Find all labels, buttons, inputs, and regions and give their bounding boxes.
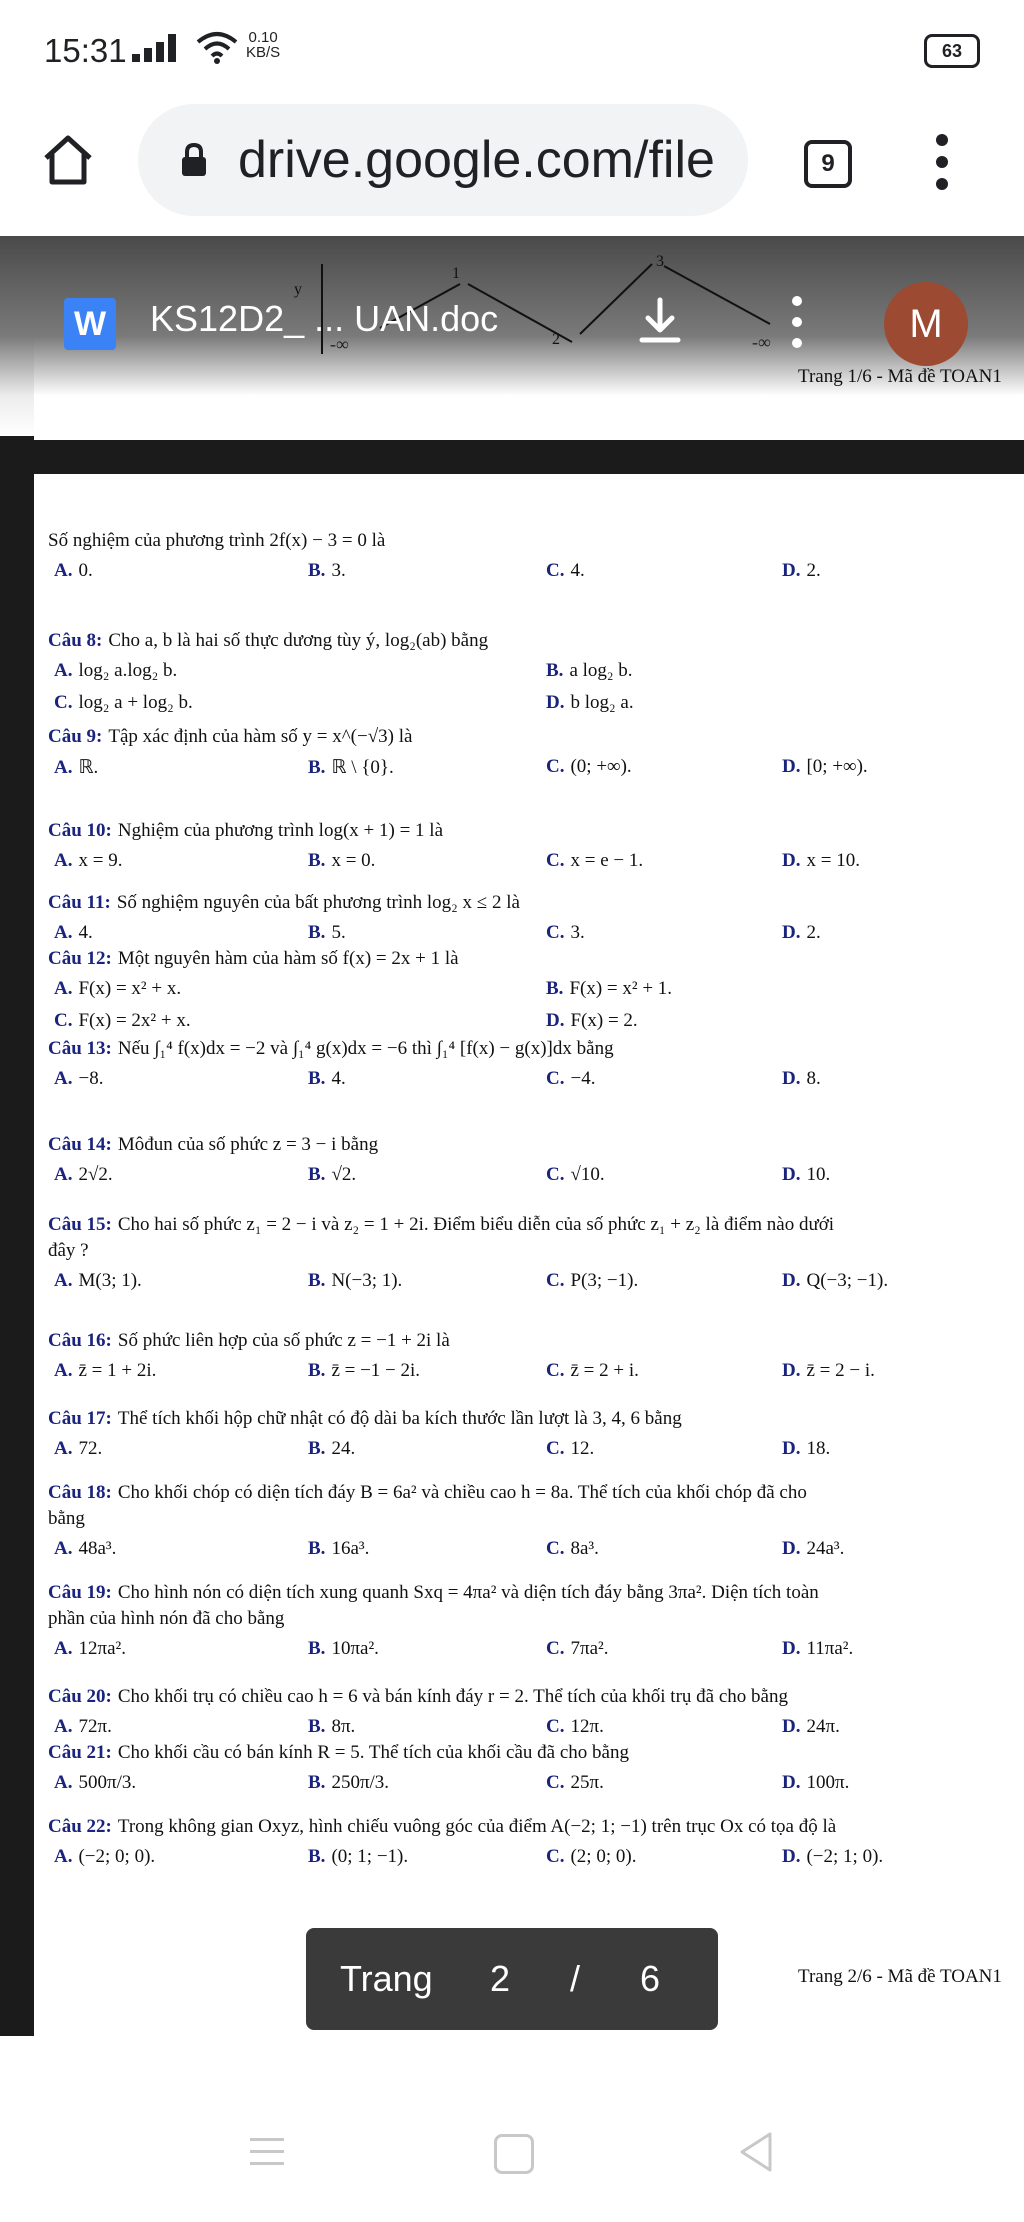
answer-option: C. 8a³. bbox=[546, 1538, 599, 1559]
signal-icon bbox=[132, 34, 182, 62]
answer-option: C. log₂ a + log₂ b. bbox=[54, 692, 193, 713]
question-stem: Câu 13: Nếu ∫₁⁴ f(x)dx = −2 và ∫₁⁴ g(x)dx = −6 thì ∫₁⁴ [f(x) − g(x)]dx bằng bbox=[48, 1038, 614, 1059]
answer-option: D. 10. bbox=[782, 1164, 831, 1185]
answer-option: A. 48a³. bbox=[54, 1538, 117, 1559]
answer-option: C. −4. bbox=[546, 1068, 596, 1089]
answer-option: A. F(x) = x² + x. bbox=[54, 978, 182, 999]
question-stem: Câu 14: Môđun của số phức z = 3 − i bằng bbox=[48, 1134, 379, 1155]
page-separator bbox=[0, 440, 1024, 474]
question-stem: Câu 21: Cho khối cầu có bán kính R = 5. Thể tích của khối cầu đã cho bằng bbox=[48, 1742, 629, 1763]
answer-option: D. x = 10. bbox=[782, 850, 860, 871]
answer-option: D. 24a³. bbox=[782, 1538, 845, 1559]
answer-option: B. 16a³. bbox=[308, 1538, 370, 1559]
question-stem: Câu 9: Tập xác định của hàm số y = x^(−√3) là bbox=[48, 726, 413, 747]
answer-option: D. z̄ = 2 − i. bbox=[782, 1360, 875, 1381]
answer-option: A. (−2; 0; 0). bbox=[54, 1846, 156, 1867]
answer-option: B. x = 0. bbox=[308, 850, 376, 871]
answer-option: D. 24π. bbox=[782, 1716, 840, 1737]
answer-option: D. F(x) = 2. bbox=[546, 1010, 638, 1031]
answer-option: A. ℝ. bbox=[54, 757, 99, 778]
question-stem: Câu 20: Cho khối trụ có chiều cao h = 6 và bán kính đáy r = 2. Thể tích của khối trụ đã cho bằng bbox=[48, 1686, 788, 1707]
answer-option: D. 2. bbox=[782, 560, 821, 581]
question-stem: Câu 15: Cho hai số phức z₁ = 2 − i và z₂ = 1 + 2i. Điểm biểu diễn của số phức z₁ + z₂ là điểm nào dưới bbox=[48, 1214, 835, 1235]
answer-option: B. a log₂ b. bbox=[546, 660, 633, 681]
answer-option: B. ℝ \ {0}. bbox=[308, 757, 394, 778]
tab-switcher-button[interactable]: 9 bbox=[804, 140, 852, 188]
answer-option: B. F(x) = x² + 1. bbox=[546, 978, 673, 999]
answer-option: D. 100π. bbox=[782, 1772, 850, 1793]
question-stem: Số nghiệm của phương trình 2f(x) − 3 = 0 là bbox=[48, 530, 386, 551]
answer-option: C. F(x) = 2x² + x. bbox=[54, 1010, 191, 1031]
answer-option: C. P(3; −1). bbox=[546, 1270, 639, 1291]
answer-option: B. 10πa². bbox=[308, 1638, 379, 1659]
answer-option: B. 5. bbox=[308, 922, 346, 943]
svg-text:3: 3 bbox=[656, 253, 664, 270]
network-speed: 0.10 KB/S bbox=[246, 29, 281, 61]
answer-option: A. 72. bbox=[54, 1438, 103, 1459]
answer-option: C. (2; 0; 0). bbox=[546, 1846, 637, 1867]
answer-option: A. x = 9. bbox=[54, 850, 123, 871]
svg-text:y: y bbox=[294, 281, 302, 298]
answer-option: D. 8. bbox=[782, 1068, 821, 1089]
battery-icon: 63 bbox=[924, 34, 980, 68]
more-options-icon[interactable] bbox=[792, 296, 804, 352]
question-stem-continued: đây ? bbox=[48, 1240, 89, 1261]
answer-option: D. 11πa². bbox=[782, 1638, 854, 1659]
page-indicator: Trang 2 / 6 bbox=[306, 1928, 718, 2030]
answer-option: D. 2. bbox=[782, 922, 821, 943]
home-button[interactable] bbox=[494, 2134, 534, 2174]
clock: 15:31 bbox=[44, 32, 127, 69]
svg-text:-∞: -∞ bbox=[330, 334, 349, 354]
lock-icon bbox=[180, 142, 208, 178]
question-stem: Câu 22: Trong không gian Oxyz, hình chiếu vuông góc của điểm A(−2; 1; −1) trên trục Ox có tọa độ là bbox=[48, 1816, 837, 1837]
answer-option: B. 8π. bbox=[308, 1716, 356, 1737]
question-stem: Câu 16: Số phức liên hợp của số phức z = −1 + 2i là bbox=[48, 1330, 450, 1351]
answer-option: B. √2. bbox=[308, 1164, 357, 1185]
question-stem: Câu 8: Cho a, b là hai số thực dương tùy ý, log₂(ab) bằng bbox=[48, 630, 489, 651]
question-stem-continued: phần của hình nón đã cho bằng bbox=[48, 1608, 285, 1629]
file-title: KS12D2_ ... UAN.doc bbox=[150, 298, 499, 339]
answer-option: B. z̄ = −1 − 2i. bbox=[308, 1360, 421, 1381]
answer-option: A. 12πa². bbox=[54, 1638, 126, 1659]
answer-option: B. 3. bbox=[308, 560, 346, 581]
wifi-icon bbox=[196, 30, 238, 64]
answer-option: A. 0. bbox=[54, 560, 93, 581]
answer-option: A. 2√2. bbox=[54, 1164, 113, 1185]
answer-option: A. 4. bbox=[54, 922, 93, 943]
download-icon[interactable] bbox=[636, 296, 684, 348]
question-stem: Câu 10: Nghiệm của phương trình log(x + 1) = 1 là bbox=[48, 820, 444, 841]
answer-option: B. 250π/3. bbox=[308, 1772, 390, 1793]
svg-text:2: 2 bbox=[552, 331, 560, 348]
answer-option: C. z̄ = 2 + i. bbox=[546, 1360, 639, 1381]
answer-option: A. z̄ = 1 + 2i. bbox=[54, 1360, 157, 1381]
answer-option: C. 7πa². bbox=[546, 1638, 609, 1659]
question-stem-continued: bằng bbox=[48, 1508, 85, 1529]
back-icon[interactable] bbox=[736, 2130, 776, 2174]
question-stem: Câu 18: Cho khối chóp có diện tích đáy B = 6a² và chiều cao h = 8a. Thể tích của khối chóp đã cho bbox=[48, 1482, 807, 1503]
address-bar[interactable] bbox=[138, 104, 748, 216]
answer-option: D. (−2; 1; 0). bbox=[782, 1846, 884, 1867]
answer-option: D. 18. bbox=[782, 1438, 831, 1459]
answer-option: C. 12π. bbox=[546, 1716, 604, 1737]
question-stem: Câu 11: Số nghiệm nguyên của bất phương trình log₂ x ≤ 2 là bbox=[48, 892, 520, 913]
svg-text:1: 1 bbox=[452, 265, 460, 282]
status-bar bbox=[0, 0, 1024, 100]
page-footer-label: Trang 1/6 - Mã đề TOAN1 bbox=[798, 366, 1002, 387]
answer-option: D. b log₂ a. bbox=[546, 692, 634, 713]
system-navigation-bar bbox=[0, 2100, 1024, 2222]
question-stem: Câu 19: Cho hình nón có diện tích xung quanh Sxq = 4πa² và diện tích đáy bằng 3πa². Diện tích toàn bbox=[48, 1582, 819, 1603]
answer-option: B. 4. bbox=[308, 1068, 346, 1089]
url-text: drive.google.com/file bbox=[238, 131, 715, 189]
answer-option: B. (0; 1; −1). bbox=[308, 1846, 409, 1867]
answer-option: C. √10. bbox=[546, 1164, 605, 1185]
recent-apps-icon[interactable] bbox=[250, 2138, 284, 2168]
answer-option: D. [0; +∞). bbox=[782, 756, 868, 777]
question-stem: Câu 17: Thể tích khối hộp chữ nhật có độ dài ba kích thước lần lượt là 3, 4, 6 bằng bbox=[48, 1408, 682, 1429]
word-file-icon: W bbox=[64, 298, 116, 350]
home-icon[interactable] bbox=[40, 132, 96, 188]
answer-option: B. 24. bbox=[308, 1438, 356, 1459]
browser-toolbar bbox=[0, 100, 1024, 236]
answer-option: A. 72π. bbox=[54, 1716, 112, 1737]
account-avatar[interactable]: M bbox=[884, 282, 968, 366]
browser-menu-icon[interactable] bbox=[936, 134, 950, 190]
answer-option: A. −8. bbox=[54, 1068, 104, 1089]
question-stem: Câu 12: Một nguyên hàm của hàm số f(x) = 2x + 1 là bbox=[48, 948, 459, 969]
answer-option: C. x = e − 1. bbox=[546, 850, 644, 871]
answer-option: C. 4. bbox=[546, 560, 585, 581]
answer-option: A. M(3; 1). bbox=[54, 1270, 142, 1291]
answer-option: A. 500π/3. bbox=[54, 1772, 137, 1793]
answer-option: C. 3. bbox=[546, 922, 585, 943]
answer-option: A. log₂ a.log₂ b. bbox=[54, 660, 178, 681]
answer-option: D. Q(−3; −1). bbox=[782, 1270, 889, 1291]
page-footer-label-2: Trang 2/6 - Mã đề TOAN1 bbox=[798, 1966, 1002, 1987]
answer-option: C. 25π. bbox=[546, 1772, 604, 1793]
answer-option: C. 12. bbox=[546, 1438, 595, 1459]
svg-text:-∞: -∞ bbox=[752, 332, 771, 352]
answer-option: B. N(−3; 1). bbox=[308, 1270, 403, 1291]
answer-option: C. (0; +∞). bbox=[546, 756, 632, 777]
